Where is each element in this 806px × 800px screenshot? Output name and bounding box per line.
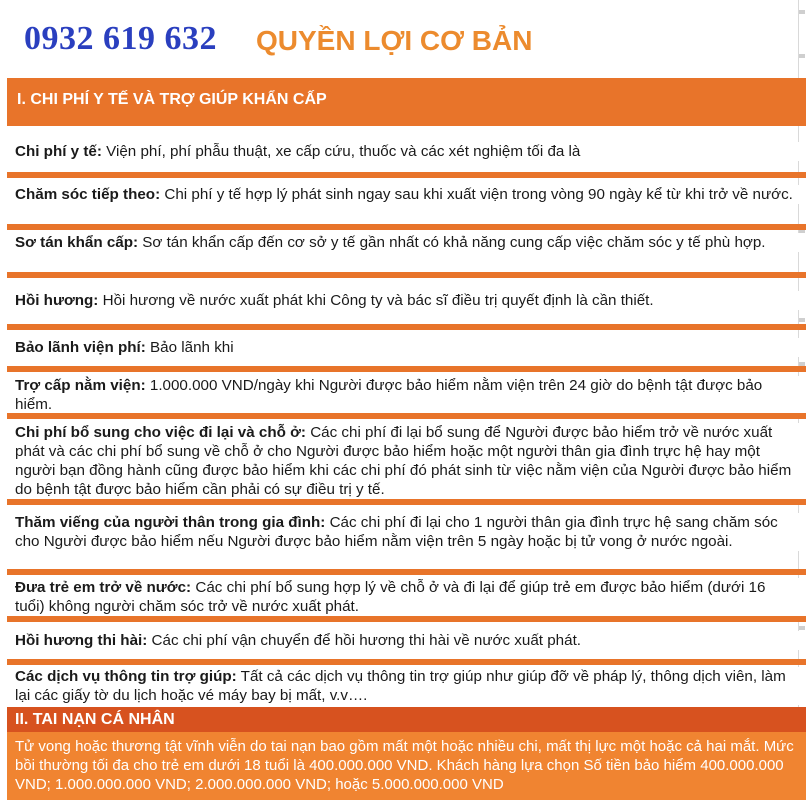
row-divider [7, 324, 806, 330]
benefit-label: Hồi hương: [15, 292, 99, 309]
row-divider [7, 366, 806, 372]
benefit-row-repatriation [7, 291, 806, 310]
phone-number[interactable]: 0932 619 632 [24, 20, 217, 57]
benefit-label: Hồi hương thi hài: [15, 632, 148, 649]
benefit-text: Các chi phí đi lại bổ sung để Người được bảo hiểm trở về nước xuất phát và các chi phí bổ sung về chỗ ở cho Người được bảo hiểm hoặc một người thân gia đình trực hệ hay một người bạn đồng hành cũng được bảo hiểm khi các chi phí đó phát sinh từ việc nằm viện của Người được bảo hiểm do bệnh tật được bảo hiểm cần phải có sự điều trị y tế. [15, 424, 792, 498]
row-divider [7, 413, 806, 419]
benefit-row-assistance-services [7, 667, 806, 705]
row-divider [7, 224, 806, 230]
section-2-text: Tử vong hoặc thương tật vĩnh viễn do tai nạn bao gồm mất một hoặc nhiều chi, mất thị lực một hoặc cả hai mắt. Mức bồi thường tối đa cho trẻ em dưới 18 tuổi là 400.000.000 VND. Khách hàng lựa chọn Số tiền bảo hiểm 400.000.000 VND; 1.000.000.000 VND; 2.000.000.000 VND; hoặc 5.000.000.000 VND [15, 738, 794, 793]
benefit-label: Chi phí bổ sung cho việc đi lại và chỗ ở: [15, 424, 306, 441]
benefit-text: Bảo lãnh khi [145, 339, 234, 356]
benefit-label: Trợ cấp nằm viện: [15, 377, 146, 394]
benefit-row-hospital-allowance [7, 376, 806, 414]
benefit-row-medical-expenses [7, 142, 806, 161]
benefit-text: Các chi phí bổ sung hợp lý về chỗ ở và đi lại để giúp trẻ em được bảo hiểm (dưới 16 tuổi) không người chăm sóc trở về nước xuất phát. [15, 579, 766, 615]
row-divider [7, 272, 806, 278]
benefit-text: Chi phí y tế hợp lý phát sinh ngay sau khi xuất viện trong vòng 90 ngày kể từ khi trở về nước. [160, 186, 793, 203]
benefit-label: Sơ tán khẩn cấp: [15, 234, 139, 251]
benefit-text: Hồi hương về nước xuất phát khi Công ty và bác sĩ điều trị quyết định là cần thiết. [98, 292, 654, 309]
row-divider [7, 499, 806, 505]
benefit-label: Chi phí y tế: [15, 143, 102, 160]
page-header [0, 0, 806, 78]
row-divider [7, 616, 806, 622]
benefit-text: Các chi phí vận chuyển để hồi hương thi hài về nước xuất phát. [147, 632, 582, 649]
section-2-title: II. TAI NẠN CÁ NHÂN [15, 711, 175, 728]
benefit-row-child-return [7, 578, 806, 616]
benefit-row-emergency-evacuation [7, 233, 806, 252]
row-divider [7, 569, 806, 575]
benefit-row-family-visit [7, 513, 806, 551]
page-title: QUYỀN LỢI CƠ BẢN [256, 25, 533, 56]
section-1-title: I. CHI PHÍ Y TẾ VÀ TRỢ GIÚP KHẨN CẤP [17, 91, 327, 108]
row-divider [7, 659, 806, 665]
benefit-label: Chăm sóc tiếp theo: [15, 186, 161, 203]
benefit-label: Đưa trẻ em trở về nước: [15, 579, 192, 596]
benefit-label: Bảo lãnh viện phí: [15, 339, 146, 356]
benefit-row-hospital-guarantee [7, 338, 806, 357]
benefit-row-travel-accommodation [7, 423, 806, 499]
benefit-row-remains-repatriation [7, 631, 806, 650]
benefit-text: Sơ tán khẩn cấp đến cơ sở y tế gần nhất có khả năng cung cấp việc chăm sóc y tế phù hợp. [138, 234, 766, 251]
section-1-header [7, 78, 806, 126]
benefit-label: Thăm viếng của người thân trong gia đình: [15, 514, 326, 531]
section-2-panel [7, 707, 806, 800]
benefit-text: Viện phí, phí phẫu thuật, xe cấp cứu, thuốc và các xét nghiệm tối đa là [101, 143, 581, 160]
benefit-text: Các chi phí đi lại cho 1 người thân gia đình trực hệ sang chăm sóc cho Người được bảo hiểm nếu Người được bảo hiểm nằm viện trên 5 ngày hoặc bị tử vong ở nước ngoài. [15, 514, 778, 550]
row-divider [7, 172, 806, 178]
section-2-header [7, 707, 806, 732]
benefit-label: Các dịch vụ thông tin trợ giúp: [15, 668, 237, 685]
benefit-text: 1.000.000 VND/ngày khi Người được bảo hiểm nằm viện trên 24 giờ do bệnh tật được bảo hiểm. [15, 377, 763, 413]
benefit-row-follow-up-care [7, 185, 806, 204]
benefit-text: Tất cả các dịch vụ thông tin trợ giúp như giúp đỡ về pháp lý, thông dịch viên, làm lại các giấy tờ du lịch hoặc vé máy bay bị mất, v.v…. [15, 668, 786, 704]
